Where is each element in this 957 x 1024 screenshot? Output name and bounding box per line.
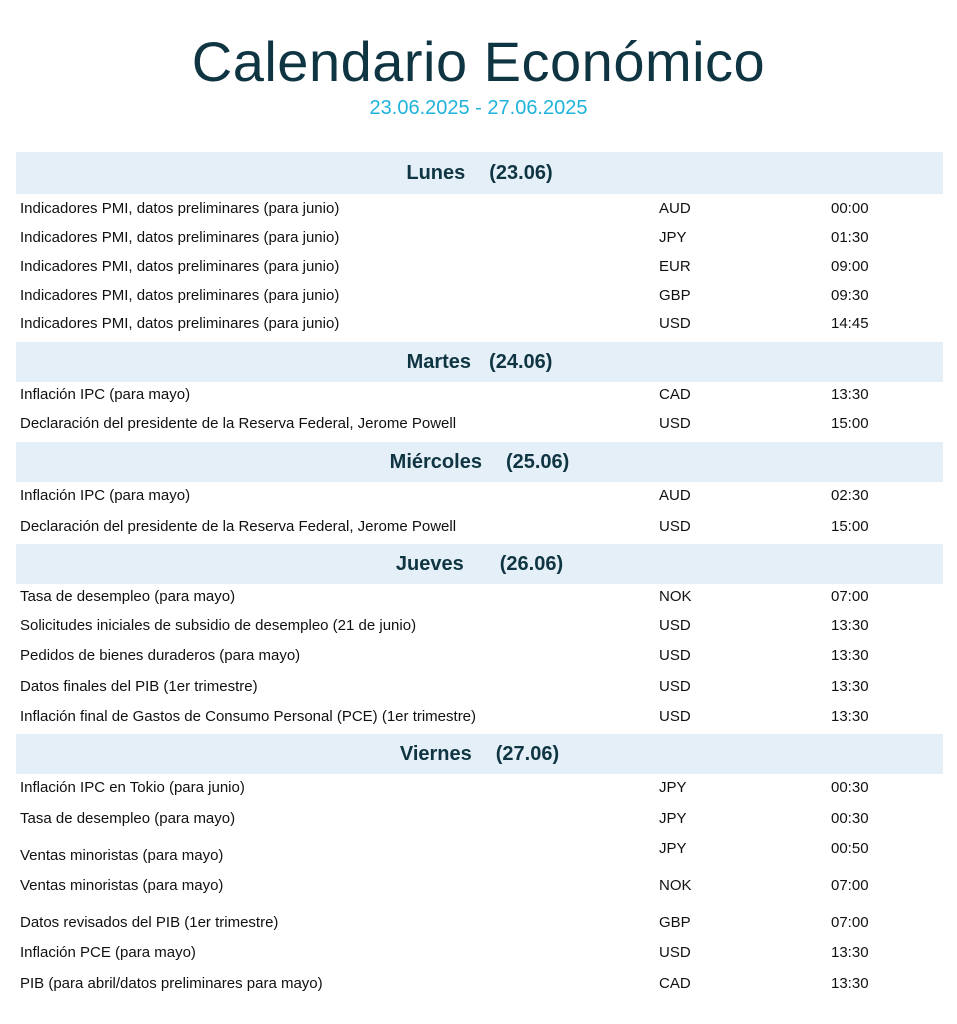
- event-time: 00:00: [831, 200, 869, 217]
- event-name: Tasa de desempleo (para mayo): [20, 588, 236, 605]
- event-name: Indicadores PMI, datos preliminares (para junio): [20, 229, 340, 246]
- day-name: Miércoles: [389, 450, 482, 473]
- event-time: 00:50: [831, 840, 869, 857]
- event-name: Solicitudes iniciales de subsidio de desempleo (21 de junio): [20, 617, 417, 634]
- day-header-lunes: [16, 152, 943, 194]
- date-range: 23.06.2025 - 27.06.2025: [369, 97, 588, 119]
- day-name: Lunes: [406, 161, 466, 184]
- event-time: 07:00: [831, 914, 869, 931]
- event-time: 09:30: [831, 287, 869, 304]
- day-name: Martes: [406, 350, 472, 373]
- event-name: PIB (para abril/datos preliminares para mayo): [20, 975, 323, 992]
- day-date: (25.06): [505, 450, 570, 473]
- event-time: 13:30: [831, 975, 869, 992]
- event-time: 00:30: [831, 810, 869, 827]
- event-currency: USD: [659, 315, 691, 332]
- event-time: 13:30: [831, 647, 869, 664]
- event-name: Ventas minoristas (para mayo): [20, 877, 224, 894]
- event-name: Datos revisados del PIB (1er trimestre): [20, 914, 279, 931]
- event-name: Declaración del presidente de la Reserva Federal, Jerome Powell: [20, 415, 457, 432]
- event-currency: AUD: [659, 200, 691, 217]
- event-name: Declaración del presidente de la Reserva Federal, Jerome Powell: [20, 518, 457, 535]
- event-name: Pedidos de bienes duraderos (para mayo): [20, 647, 301, 664]
- event-currency: GBP: [659, 914, 691, 931]
- event-time: 13:30: [831, 708, 869, 725]
- event-time: 13:30: [831, 944, 869, 961]
- day-header-martes: [16, 342, 943, 382]
- event-time: 15:00: [831, 415, 869, 432]
- event-currency: NOK: [659, 588, 692, 605]
- event-time: 09:00: [831, 258, 869, 275]
- event-currency: AUD: [659, 487, 691, 504]
- event-time: 07:00: [831, 588, 869, 605]
- event-currency: EUR: [659, 258, 691, 275]
- event-time: 07:00: [831, 877, 869, 894]
- event-name: Datos finales del PIB (1er trimestre): [20, 678, 258, 695]
- page-title: Calendario Económico: [191, 30, 766, 93]
- event-currency: CAD: [659, 975, 691, 992]
- event-time: 02:30: [831, 487, 869, 504]
- event-time: 13:30: [831, 617, 869, 634]
- event-currency: JPY: [659, 779, 687, 796]
- event-time: 13:30: [831, 386, 869, 403]
- event-currency: USD: [659, 708, 691, 725]
- event-currency: CAD: [659, 386, 691, 403]
- event-time: 14:45: [831, 315, 869, 332]
- event-name: Tasa de desempleo (para mayo): [20, 810, 236, 827]
- event-currency: USD: [659, 678, 691, 695]
- event-name: Inflación PCE (para mayo): [20, 944, 196, 961]
- day-date: (27.06): [495, 742, 560, 765]
- event-currency: USD: [659, 944, 691, 961]
- day-name: Viernes: [399, 742, 472, 765]
- event-name: Inflación final de Gastos de Consumo Personal (PCE) (1er trimestre): [20, 708, 477, 725]
- event-name: Ventas minoristas (para mayo): [20, 847, 224, 864]
- event-name: Indicadores PMI, datos preliminares (para junio): [20, 258, 340, 275]
- event-currency: JPY: [659, 840, 687, 857]
- day-date: (26.06): [499, 552, 564, 575]
- event-name: Indicadores PMI, datos preliminares (para junio): [20, 200, 340, 217]
- event-time: 13:30: [831, 678, 869, 695]
- event-time: 15:00: [831, 518, 869, 535]
- event-time: 01:30: [831, 229, 869, 246]
- event-currency: JPY: [659, 810, 687, 827]
- event-name: Indicadores PMI, datos preliminares (para junio): [20, 287, 340, 304]
- event-name: Inflación IPC en Tokio (para junio): [20, 779, 245, 796]
- event-name: Inflación IPC (para mayo): [20, 487, 191, 504]
- event-currency: USD: [659, 617, 691, 634]
- event-name: Indicadores PMI, datos preliminares (para junio): [20, 315, 340, 332]
- day-date: (24.06): [489, 350, 553, 373]
- day-name: Jueves: [395, 552, 464, 575]
- event-currency: USD: [659, 518, 691, 535]
- event-currency: JPY: [659, 229, 687, 246]
- event-currency: USD: [659, 647, 691, 664]
- event-currency: USD: [659, 415, 691, 432]
- day-header-miercoles: [16, 442, 943, 482]
- day-header-jueves: [16, 544, 943, 584]
- event-currency: GBP: [659, 287, 691, 304]
- event-time: 00:30: [831, 779, 869, 796]
- event-name: Inflación IPC (para mayo): [20, 386, 191, 403]
- day-date: (23.06): [489, 161, 553, 184]
- event-currency: NOK: [659, 877, 692, 894]
- day-header-viernes: [16, 734, 943, 774]
